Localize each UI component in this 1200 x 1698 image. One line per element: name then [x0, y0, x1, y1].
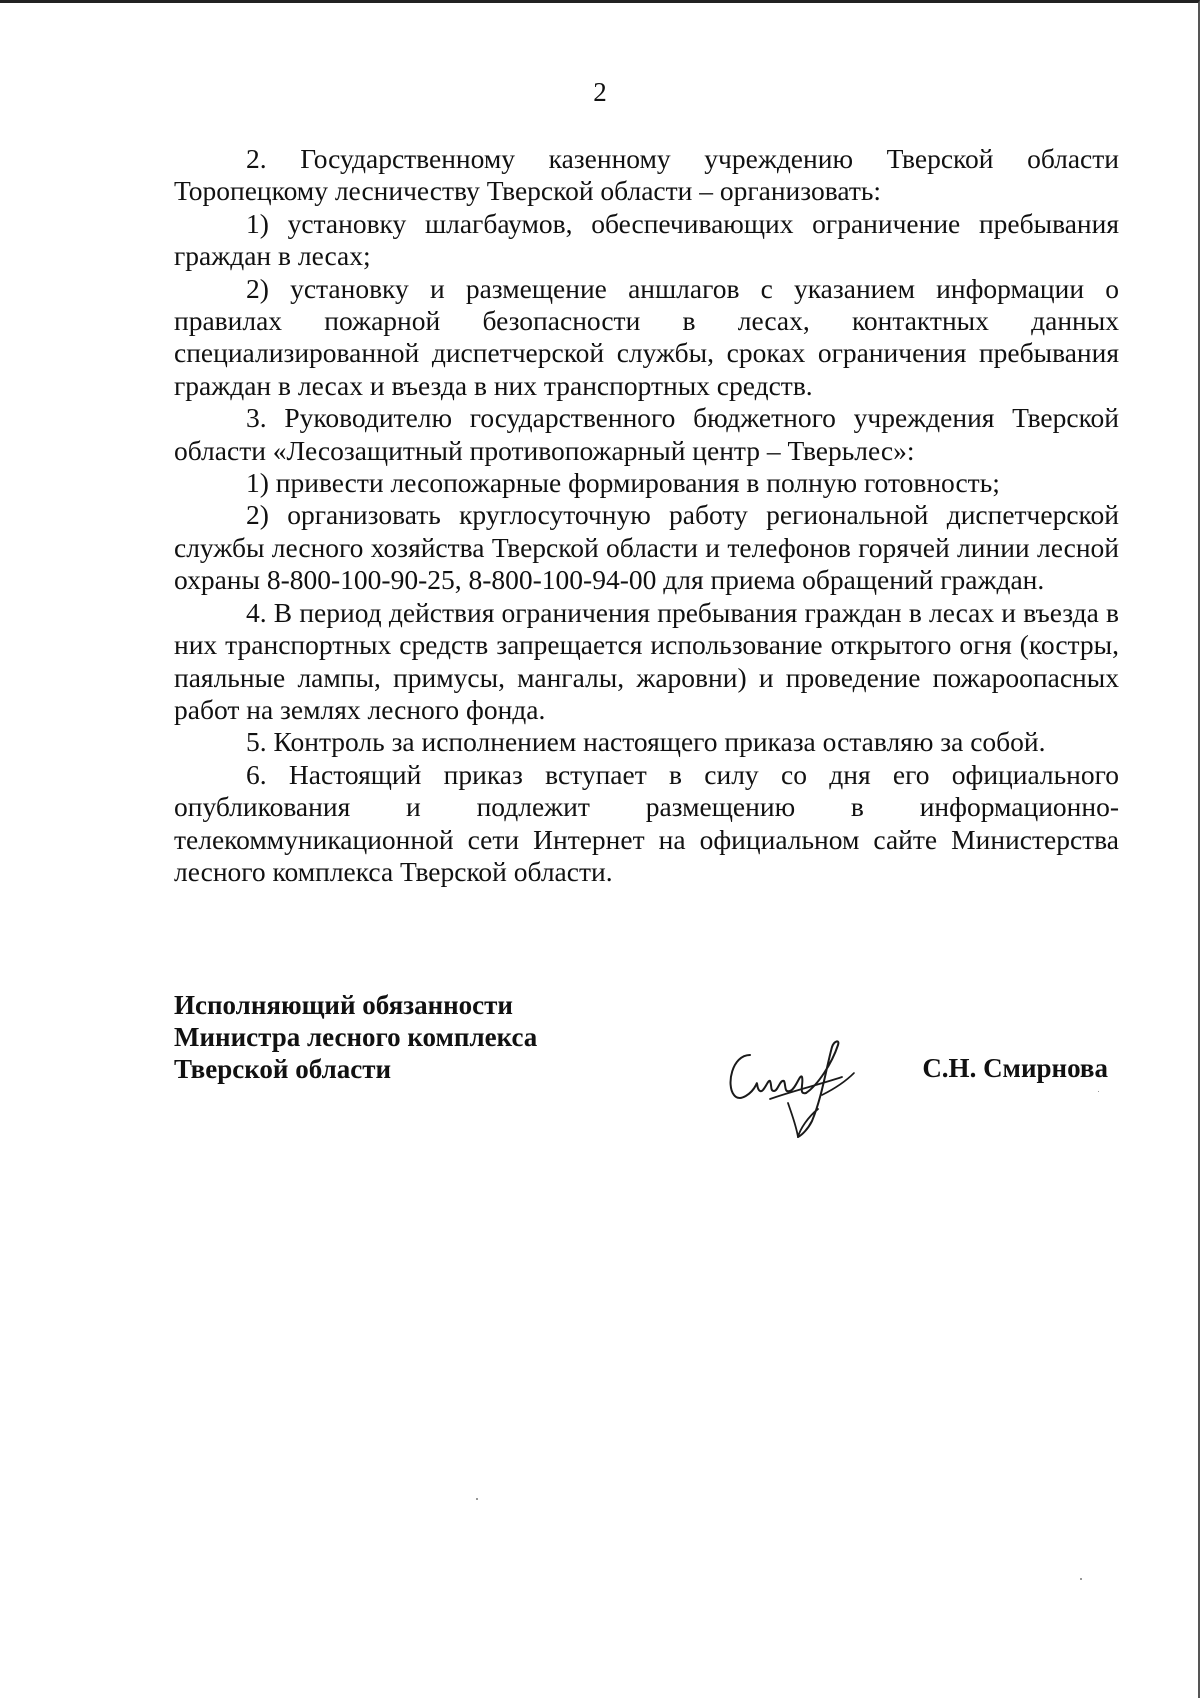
signatory-position: [174, 989, 537, 1085]
scan-speck: [476, 1498, 478, 1500]
paragraph-item-2-2: 2) установку и размещение аншлагов с указанием информации о правилах пожарной безопасности в лесах, контактных данных специализированной диспетчерской службы, сроках ограничения пребывания граждан в лесах и въезда в них транспортных средств.: [174, 272, 1119, 401]
paragraph-item-5: 5. Контроль за исполнением настоящего приказа оставляю за собой.: [246, 726, 1046, 758]
handwritten-signature: [722, 1033, 872, 1143]
signatory-position-line: Исполняющий обязанности: [174, 990, 513, 1020]
paragraph-item-3: 3. Руководителю государственного бюджетного учреждения Тверской области «Лесозащитный противопожарный центр – Тверьлес»:: [174, 402, 1119, 466]
document-body: [174, 143, 1119, 888]
paragraph-item-2: 2. Государственному казенному учреждению Тверской области Торопецкому лесничеству Тверской области – организовать:: [174, 143, 1119, 207]
paragraph-item-3-2: 2) организовать круглосуточную работу региональной диспетчерской службы лесного хозяйства Тверской области и телефонов горячей линии лесной охраны 8-800-100-90-25, 8-800-100-94-00 для приема обращений граждан.: [174, 499, 1119, 596]
scan-speck: [1098, 1091, 1099, 1092]
signatory-name: С.Н. Смирнова: [922, 1053, 1108, 1083]
scan-speck: [1080, 1578, 1082, 1580]
paragraph-item-2-1: 1) установку шлагбаумов, обеспечивающих ограничение пребывания граждан в лесах;: [174, 207, 1119, 272]
paragraph-item-6: 6. Настоящий приказ вступает в силу со дня его официального опубликования и подлежит размещению в информационно-телекоммуникационной сети Интернет на официальном сайте Министерства лесного комплекса Тверской области.: [174, 758, 1119, 887]
page-number: 2: [593, 77, 607, 107]
signatory-position-line: Тверской области: [174, 1054, 392, 1084]
signatory-position-line: Министра лесного комплекса: [174, 1022, 538, 1052]
paragraph-item-3-1: 1) привести лесопожарные формирования в полную готовность;: [246, 467, 1000, 499]
paragraph-item-4: 4. В период действия ограничения пребывания граждан в лесах и въезда в них транспортных средств запрещается использование открытого огня (костры, паяльные лампы, примусы, мангалы, жаровни) и проведение пожароопасных работ на землях лесного фонда.: [174, 596, 1119, 725]
